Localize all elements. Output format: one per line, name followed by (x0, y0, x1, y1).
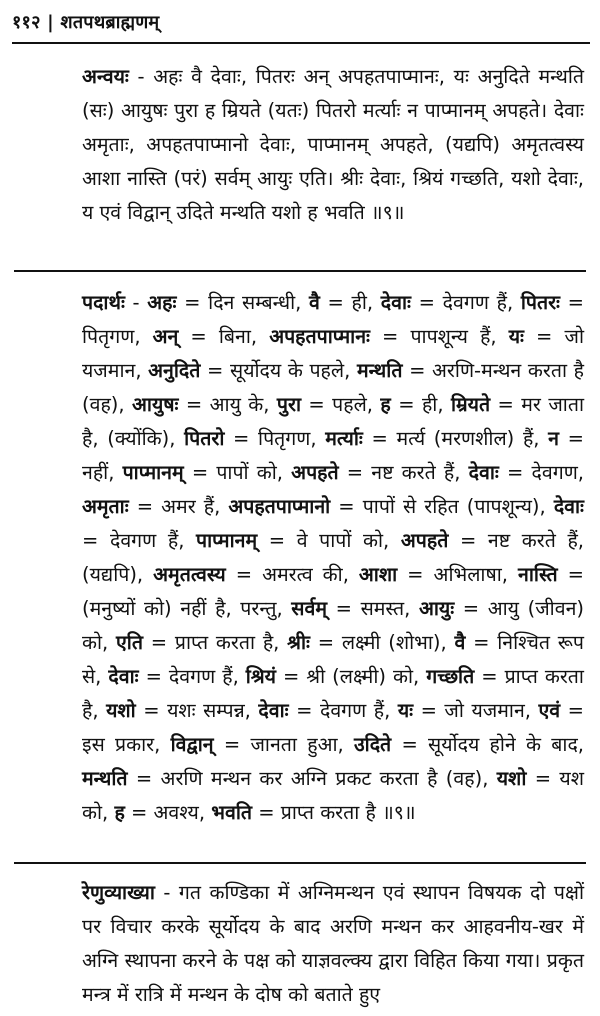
glossary-term: मन्थति (82, 767, 128, 790)
glossary-term: यः (508, 325, 524, 348)
glossary-term: एवं (538, 699, 561, 722)
glossary-meaning: = अभिलाषा, (397, 563, 519, 586)
header-separator: | (47, 12, 54, 33)
glossary-meaning: = जो यजमान, (82, 325, 584, 382)
glossary-term: उदिते (353, 733, 392, 756)
glossary-term: अपहतपाप्मानो (228, 495, 331, 518)
glossary-term: अपहतपाप्मानः (269, 325, 370, 348)
anvaya-heading: अन्वयः (82, 65, 129, 88)
glossary-term: देवाः (258, 699, 289, 722)
glossary-term: एति (116, 631, 143, 654)
glossary-term: अमृतत्वस्य (153, 563, 226, 586)
glossary-term: आयुषः (132, 393, 179, 416)
glossary-meaning: = इस प्रकार, (82, 699, 584, 756)
glossary-term: विद्वान् (170, 733, 214, 756)
glossary-term: मर्त्याः (325, 427, 363, 450)
section-divider (14, 270, 586, 272)
glossary-meaning: = मर्त्य (मरणशील) हैं, (362, 427, 549, 450)
glossary-term: ह (114, 801, 125, 824)
glossary-term: अमृताः (82, 495, 129, 518)
glossary-term: सर्वम् (291, 597, 327, 620)
glossary-term: देवाः (553, 495, 584, 518)
anvaya-paragraph (14, 60, 584, 230)
padartha-text (82, 291, 584, 824)
glossary-term: भवति (211, 801, 252, 824)
glossary-meaning: - (124, 291, 148, 314)
anvaya-section (14, 60, 584, 230)
renu-section (14, 876, 584, 1012)
section-divider (14, 862, 586, 864)
glossary-term: यशो (106, 699, 136, 722)
glossary-meaning: = निश्चित रूप से, (82, 631, 584, 688)
page-header (12, 10, 159, 34)
glossary-meaning: = श्री (लक्ष्मी) को, (275, 665, 427, 688)
glossary-term: वै (454, 631, 466, 654)
glossary-term: श्रीः (287, 631, 310, 654)
glossary-meaning: = लक्ष्मी (शोभा), (309, 631, 455, 654)
glossary-meaning: = अमरत्व की, (225, 563, 359, 586)
glossary-term: अन् (152, 325, 179, 348)
glossary-meaning: = देवगण, (498, 461, 584, 484)
glossary-meaning: = देवगण हैं, (138, 665, 246, 688)
glossary-term: नास्ति (518, 563, 558, 586)
glossary-term: देवाः (108, 665, 139, 688)
glossary-term: श्रियं (245, 665, 276, 688)
glossary-meaning: = देवगण हैं, (82, 529, 197, 552)
anvaya-text: - अहः वै देवाः, पितरः अन् अपहतपाप्मानः, यः अनुदिते मन्थति (सः) आयुषः पुरा ह म्रियते (यतः) पितरो मर्त्याः न पाप्मानम् अपहते। देवाः अमृताः, अपहतपाप्मानो देवाः, पाप्मानम् अपहते, (यद्यपि) अमृतत्वस्य आशा नास्ति (परं) सर्वम् आयुः एति। श्रीः देवाः, श्रियं गच्छति, यशो देवाः, य एवं विद्वान् उदिते मन्थति यशो ह भवति ॥९॥ (82, 65, 584, 224)
glossary-meaning: = सूर्योदय होने के बाद, (391, 733, 585, 756)
glossary-term: म्रियते (450, 393, 491, 416)
glossary-term: पितरो (184, 427, 225, 450)
glossary-meaning: = अमर हैं, (128, 495, 229, 518)
glossary-term: पाप्मानम् (196, 529, 258, 552)
glossary-meaning: = देवगण हैं, (410, 291, 521, 314)
glossary-term: अहः (147, 291, 177, 314)
glossary-meaning: = यशः सम्पन्न, (135, 699, 259, 722)
padartha-section (14, 286, 584, 830)
glossary-term: पितरः (520, 291, 560, 314)
glossary-meaning: = पापशून्य हैं, (369, 325, 509, 348)
glossary-meaning: = मर जाता है, (क्योंकि), (82, 393, 585, 450)
renu-paragraph (14, 876, 584, 1012)
header-rule (12, 42, 590, 44)
glossary-term: न (548, 427, 559, 450)
glossary-meaning: = पापों से रहित (पापशून्य), (330, 495, 554, 518)
glossary-meaning: = पहले, (301, 393, 381, 416)
glossary-term: देवाः (380, 291, 411, 314)
renu-heading: रेणुव्याख्या (82, 881, 155, 904)
glossary-term: वै (309, 291, 320, 314)
glossary-meaning: = अरणि मन्थन कर अग्नि प्रकट करता है (वह), (127, 767, 497, 790)
glossary-meaning: = दिन सम्बन्धी, (176, 291, 309, 314)
glossary-meaning: = प्राप्त करता है, (142, 631, 288, 654)
glossary-term: अनुदिते (148, 359, 201, 382)
glossary-term: पुरा (276, 393, 301, 416)
padartha-paragraph (14, 286, 584, 830)
glossary-meaning: = पितृगण, (82, 291, 584, 348)
padartha-heading: पदार्थः (82, 291, 125, 314)
glossary-meaning: = अवश्य, (124, 801, 212, 824)
glossary-meaning: = नष्ट करते हैं, (338, 461, 469, 484)
glossary-term: यशो (496, 767, 527, 790)
glossary-meaning: = पापों को, (183, 461, 292, 484)
glossary-term: पाप्मानम् (122, 461, 184, 484)
glossary-meaning: = अरणि-मन्थन करता है (वह), (82, 359, 584, 416)
glossary-term: यः (397, 699, 414, 722)
glossary-meaning: = नहीं, (82, 427, 584, 484)
glossary-meaning: = बिना, (178, 325, 270, 348)
glossary-term: अपहते (400, 529, 449, 552)
glossary-meaning: = आयु के, (178, 393, 277, 416)
glossary-term: आयुः (418, 597, 455, 620)
page-number: ११२ (12, 12, 41, 33)
book-title: शतपथब्राह्मणम् (60, 12, 160, 33)
renu-text: - गत कण्डिका में अग्निमन्थन एवं स्थापन विषयक दो पक्षों पर विचार करके सूर्योदय के बाद अरणि मन्थन कर आहवनीय-खर में अग्नि स्थापना करने के पक्ष को याज्ञवल्क्य द्वारा विहित किया गया। प्रकृत मन्त्र में रात्रि में मन्थन के दोष को बताते हुए (82, 881, 584, 1006)
glossary-meaning: = सूर्योदय के पहले, (200, 359, 357, 382)
glossary-meaning: = जो यजमान, (413, 699, 539, 722)
glossary-meaning: = प्राप्त करता है, (82, 665, 584, 722)
glossary-meaning: = प्राप्त करता है ॥९॥ (252, 801, 416, 824)
glossary-term: ह (380, 393, 391, 416)
glossary-meaning: = नष्ट करते हैं, (यद्यपि), (82, 529, 585, 586)
glossary-meaning: = ही, (390, 393, 451, 416)
glossary-meaning: = देवगण हैं, (288, 699, 398, 722)
glossary-meaning: = जानता हुआ, (213, 733, 354, 756)
glossary-meaning: = ही, (319, 291, 381, 314)
glossary-meaning: = आयु (जीवन) को, (82, 597, 584, 654)
glossary-term: देवाः (468, 461, 499, 484)
glossary-meaning: = वे पापों को, (257, 529, 401, 552)
glossary-meaning: = यश को, (82, 767, 584, 824)
glossary-term: गच्छति (426, 665, 475, 688)
glossary-term: मन्थति (356, 359, 403, 382)
glossary-term: अपहते (291, 461, 339, 484)
glossary-meaning: = पितृगण, (224, 427, 326, 450)
glossary-meaning: = (मनुष्यों को) नहीं है, परन्तु, (82, 563, 584, 620)
glossary-meaning: = समस्त, (326, 597, 419, 620)
glossary-term: आशा (358, 563, 398, 586)
